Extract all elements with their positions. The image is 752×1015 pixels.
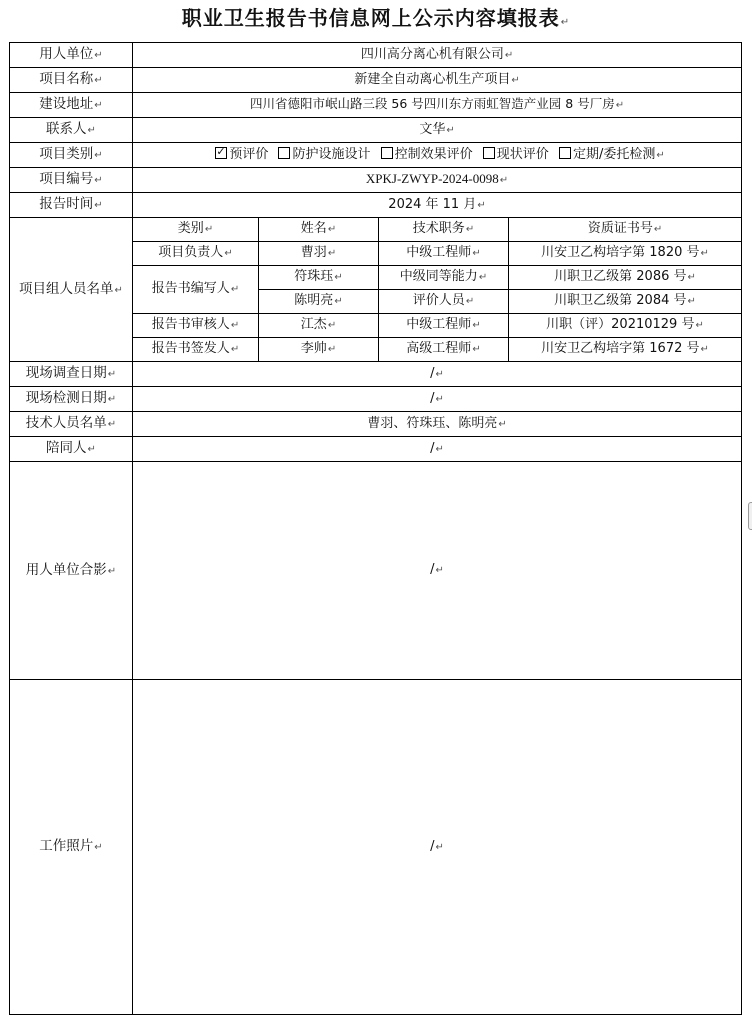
scroll-handle[interactable]	[748, 502, 752, 530]
row-survey-date	[10, 362, 742, 387]
report-time-label: 报告时间↵	[10, 193, 133, 218]
project-no-value[interactable]: XPKJ-ZWYP-2024-0098↵	[133, 168, 742, 193]
option-status-evaluation-label: 现状评价	[496, 146, 549, 162]
writer-2-name[interactable]: 陈明亮↵	[259, 290, 379, 314]
contact-value[interactable]: 文华↵	[133, 118, 742, 143]
issuer-role: 报告书签发人↵	[133, 338, 259, 362]
checkbox-status-evaluation[interactable]	[483, 147, 495, 159]
tech-staff-label: 技术人员名单↵	[10, 412, 133, 437]
project-type-options: ✓ 预评价 防护设施设计 控制效果评价 现状评价 定期/委托检测↵	[133, 143, 742, 168]
row-project-name	[10, 68, 742, 93]
issuer-name[interactable]: 李帅↵	[259, 338, 379, 362]
checkbox-pre-evaluation[interactable]	[215, 147, 227, 159]
writer-1-cert[interactable]: 川职卫乙级第 2086 号↵	[509, 266, 742, 290]
group-photo-area[interactable]: /↵	[133, 462, 742, 680]
row-contact	[10, 118, 742, 143]
test-date-label: 现场检测日期↵	[10, 387, 133, 412]
form-title-text: 职业卫生报告书信息网上公示内容填报表	[181, 6, 560, 30]
disclosure-form-table	[9, 42, 742, 1015]
checkbox-control-effect[interactable]	[381, 147, 393, 159]
reviewer-name[interactable]: 江杰↵	[259, 314, 379, 338]
team-header-category: 类别↵	[133, 218, 259, 242]
row-employer	[10, 43, 742, 68]
checkbox-periodic-testing[interactable]	[559, 147, 571, 159]
option-protection-design-label: 防护设施设计	[292, 146, 371, 162]
form-title	[0, 4, 752, 37]
project-no-label: 项目编号↵	[10, 168, 133, 193]
checkbox-protection-design[interactable]	[278, 147, 290, 159]
issuer-title[interactable]: 高级工程师↵	[379, 338, 509, 362]
employer-label: 用人单位↵	[10, 43, 133, 68]
option-periodic-testing-label: 定期/委托检测	[572, 146, 656, 162]
employer-value[interactable]: 四川高分离心机有限公司↵	[133, 43, 742, 68]
team-header-row	[10, 218, 742, 242]
work-photo-label: 工作照片↵	[10, 680, 133, 1015]
team-header-name: 姓名↵	[259, 218, 379, 242]
writer-1-title[interactable]: 中级同等能力↵	[379, 266, 509, 290]
leader-role: 项目负责人↵	[133, 242, 259, 266]
team-header-cert: 资质证书号↵	[509, 218, 742, 242]
row-group-photo	[10, 462, 742, 680]
row-project-no	[10, 168, 742, 193]
reviewer-role: 报告书审核人↵	[133, 314, 259, 338]
contact-label: 联系人↵	[10, 118, 133, 143]
row-test-date	[10, 387, 742, 412]
writer-1-name[interactable]: 符珠珏↵	[259, 266, 379, 290]
writer-2-cert[interactable]: 川职卫乙级第 2084 号↵	[509, 290, 742, 314]
issuer-cert[interactable]: 川安卫乙构培字第 1672 号↵	[509, 338, 742, 362]
row-report-time	[10, 193, 742, 218]
survey-date-value[interactable]: /↵	[133, 362, 742, 387]
leader-name[interactable]: 曹羽↵	[259, 242, 379, 266]
paragraph-mark-icon: ↵	[560, 17, 571, 28]
project-name-value[interactable]: 新建全自动离心机生产项目↵	[133, 68, 742, 93]
escort-label: 陪同人↵	[10, 437, 133, 462]
writers-role: 报告书编写人↵	[133, 266, 259, 314]
team-header-title: 技术职务↵	[379, 218, 509, 242]
leader-cert[interactable]: 川安卫乙构培字第 1820 号↵	[509, 242, 742, 266]
address-value[interactable]: 四川省德阳市岷山路三段 56 号四川东方雨虹智造产业园 8 号厂房↵	[133, 93, 742, 118]
row-work-photo	[10, 680, 742, 1015]
team-label: 项目组人员名单↵	[10, 218, 133, 362]
option-control-effect-label: 控制效果评价	[394, 146, 473, 162]
writer-2-title[interactable]: 评价人员↵	[379, 290, 509, 314]
row-address	[10, 93, 742, 118]
reviewer-title[interactable]: 中级工程师↵	[379, 314, 509, 338]
escort-value[interactable]: /↵	[133, 437, 742, 462]
row-escort	[10, 437, 742, 462]
work-photo-area[interactable]: /↵	[133, 680, 742, 1015]
survey-date-label: 现场调查日期↵	[10, 362, 133, 387]
option-pre-evaluation-label: 预评价	[229, 146, 269, 162]
group-photo-label: 用人单位合影↵	[10, 462, 133, 680]
test-date-value[interactable]: /↵	[133, 387, 742, 412]
address-label: 建设地址↵	[10, 93, 133, 118]
leader-title[interactable]: 中级工程师↵	[379, 242, 509, 266]
tech-staff-value[interactable]: 曹羽、符珠珏、陈明亮↵	[133, 412, 742, 437]
row-project-type	[10, 143, 742, 168]
row-tech-staff	[10, 412, 742, 437]
reviewer-cert[interactable]: 川职（评）20210129 号↵	[509, 314, 742, 338]
project-type-label: 项目类别↵	[10, 143, 133, 168]
project-name-label: 项目名称↵	[10, 68, 133, 93]
report-time-value[interactable]: 2024 年 11 月↵	[133, 193, 742, 218]
